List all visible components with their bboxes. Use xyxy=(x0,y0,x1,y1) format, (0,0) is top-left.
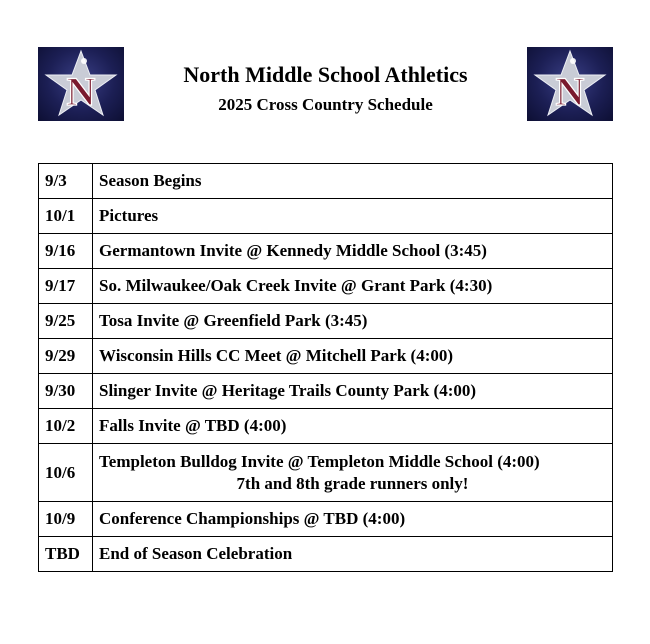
table-row xyxy=(39,339,613,374)
event-date: 9/16 xyxy=(39,234,93,269)
event-description: Tosa Invite @ Greenfield Park (3:45) xyxy=(93,304,613,339)
svg-text:N: N xyxy=(555,69,585,114)
event-date: 9/17 xyxy=(39,269,93,304)
event-description: Pictures xyxy=(93,199,613,234)
event-description: Falls Invite @ TBD (4:00) xyxy=(93,409,613,444)
table-row xyxy=(39,409,613,444)
event-description-cell xyxy=(93,444,613,502)
svg-text:N: N xyxy=(66,69,96,114)
event-date: 9/29 xyxy=(39,339,93,374)
north-star-logo-icon xyxy=(527,47,613,121)
table-row xyxy=(39,234,613,269)
event-date: 9/25 xyxy=(39,304,93,339)
table-row xyxy=(39,304,613,339)
page-title: North Middle School Athletics xyxy=(183,62,468,87)
event-date: 9/3 xyxy=(39,164,93,199)
logo-left xyxy=(38,47,124,121)
event-description: Slinger Invite @ Heritage Trails County Park (4:00) xyxy=(93,374,613,409)
event-description: Germantown Invite @ Kennedy Middle School (3:45) xyxy=(93,234,613,269)
event-date: 10/2 xyxy=(39,409,93,444)
event-description: Wisconsin Hills CC Meet @ Mitchell Park (4:00) xyxy=(93,339,613,374)
table-row xyxy=(39,444,613,502)
event-date: 9/30 xyxy=(39,374,93,409)
north-star-logo-icon xyxy=(38,47,124,121)
table-row xyxy=(39,164,613,199)
event-note: 7th and 8th grade runners only! xyxy=(236,473,469,493)
table-row xyxy=(39,537,613,572)
table-row xyxy=(39,199,613,234)
table-row xyxy=(39,502,613,537)
event-date: 10/1 xyxy=(39,199,93,234)
table-row xyxy=(39,374,613,409)
event-description: Season Begins xyxy=(93,164,613,199)
event-description: Templeton Bulldog Invite @ Templeton Middle School (4:00) xyxy=(99,451,540,471)
event-date: TBD xyxy=(39,537,93,572)
schedule-table xyxy=(38,163,613,572)
event-description: End of Season Celebration xyxy=(93,537,613,572)
event-description: So. Milwaukee/Oak Creek Invite @ Grant Park (4:30) xyxy=(93,269,613,304)
event-date: 10/6 xyxy=(39,444,93,502)
page-subtitle: 2025 Cross Country Schedule xyxy=(218,95,433,114)
event-date: 10/9 xyxy=(39,502,93,537)
event-description: Conference Championships @ TBD (4:00) xyxy=(93,502,613,537)
table-row xyxy=(39,269,613,304)
logo-right xyxy=(527,47,613,121)
